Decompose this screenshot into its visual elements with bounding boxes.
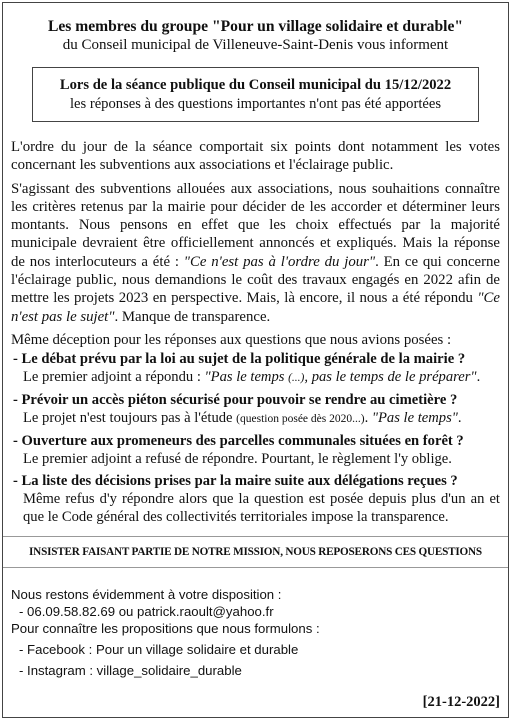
text-run: . [476, 369, 481, 386]
text-run: . [457, 410, 462, 427]
contact-block [11, 586, 500, 679]
quote-ellipsis: (...) [288, 372, 305, 385]
question-answer: Même refus d'y répondre alors que la question est posée depuis plus d'un an et que le Code général des collectivités territoriales impose la transparence. [23, 491, 500, 526]
publication-date: [21-12-2022] [422, 694, 500, 710]
question-list [11, 350, 500, 526]
flyer-page [2, 2, 509, 718]
text-run: S'agissant des subventions allouées aux associations, nous souhaitions connaître les critères retenus par la mairie pour décider de les accorder et déterminer leurs montants. Nous pensons en effet que les choix effectués par la majorité municipale devraient être officiellement annoncés et expliqués. Mais la réponse de nos interlocuteurs a été : [11, 180, 500, 270]
question-item [11, 391, 500, 428]
text-run: . [364, 410, 372, 427]
session-box [32, 67, 479, 122]
quote: "Pas le temps" [371, 410, 458, 427]
question-answer [23, 409, 500, 428]
proposals-intro: Pour connaître les propositions que nous formulons : [11, 621, 320, 637]
text-run: Le projet n'est toujours pas à l'étude [23, 410, 237, 427]
quote: , pas le temps de le préparer" [304, 369, 477, 386]
quote-subject: "Ce n'est pas le sujet" [11, 290, 500, 325]
body-text [11, 138, 500, 526]
paragraph-disappointment: Même déception pour les réponses aux questions que nous avions posées : [11, 331, 452, 348]
text-run: . Manque de transparence. [114, 308, 271, 325]
text-run: Le premier adjoint a répondu : [23, 369, 205, 386]
quote: "Pas le temps [204, 369, 289, 386]
instagram-link[interactable]: - Instagram : village_solidaire_durable [19, 663, 242, 679]
question-title: - La liste des décisions prises par la maire suite aux délégations reçues ? [13, 473, 458, 490]
quote-agenda: "Ce n'est pas à l'ordre du jour" [183, 253, 376, 270]
question-title: - Prévoir un accès piéton sécurisé pour pouvoir se rendre au cimetière ? [13, 392, 458, 409]
divider [3, 567, 508, 568]
question-item [11, 432, 500, 468]
paragraph-agenda: L'ordre du jour de la séance comportait six points dont notamment les votes concernant les subventions aux associations et l'éclairage public. [11, 139, 500, 174]
question-item [11, 472, 500, 526]
contact-intro: Nous restons évidemment à votre disposition : [11, 587, 282, 603]
session-title: Lors de la séance publique du Conseil municipal du 15/12/2022 [59, 77, 452, 93]
contact-phone-email: - 06.09.58.82.69 ou patrick.raoult@yahoo.fr [19, 604, 274, 620]
question-title: - Le débat prévu par la loi au sujet de la politique générale de la mairie ? [13, 351, 466, 368]
question-answer: Le premier adjoint a refusé de répondre. Pourtant, le règlement l'y oblige. [23, 451, 452, 468]
header-subtitle: du Conseil municipal de Villeneuve-Saint-Denis vous informent [62, 37, 449, 53]
header [11, 17, 500, 55]
mission-statement: INSISTER FAISANT PARTIE DE NOTRE MISSION, NOUS REPOSERONS CES QUESTIONS [29, 546, 482, 559]
text-run: . En ce qui concerne l'éclairage public, nous demandions le coût des travaux engagés en 2022 afin de mettre les projets 2023 en perspective. Mais, là encore, il nous a été répondu [11, 253, 500, 307]
note: (question posée dès 2020...) [236, 413, 365, 426]
question-answer [23, 368, 500, 387]
divider [3, 536, 508, 537]
session-subtitle: les réponses à des questions importantes n'ont pas été apportées [69, 96, 442, 112]
question-title: - Ouverture aux promeneurs des parcelles communales situées en forêt ? [13, 433, 464, 450]
question-item [11, 350, 500, 387]
paragraph-subsidies [11, 180, 500, 326]
header-title: Les membres du groupe "Pour un village solidaire et durable" [47, 18, 464, 35]
facebook-link[interactable]: - Facebook : Pour un village solidaire et durable [19, 642, 299, 658]
